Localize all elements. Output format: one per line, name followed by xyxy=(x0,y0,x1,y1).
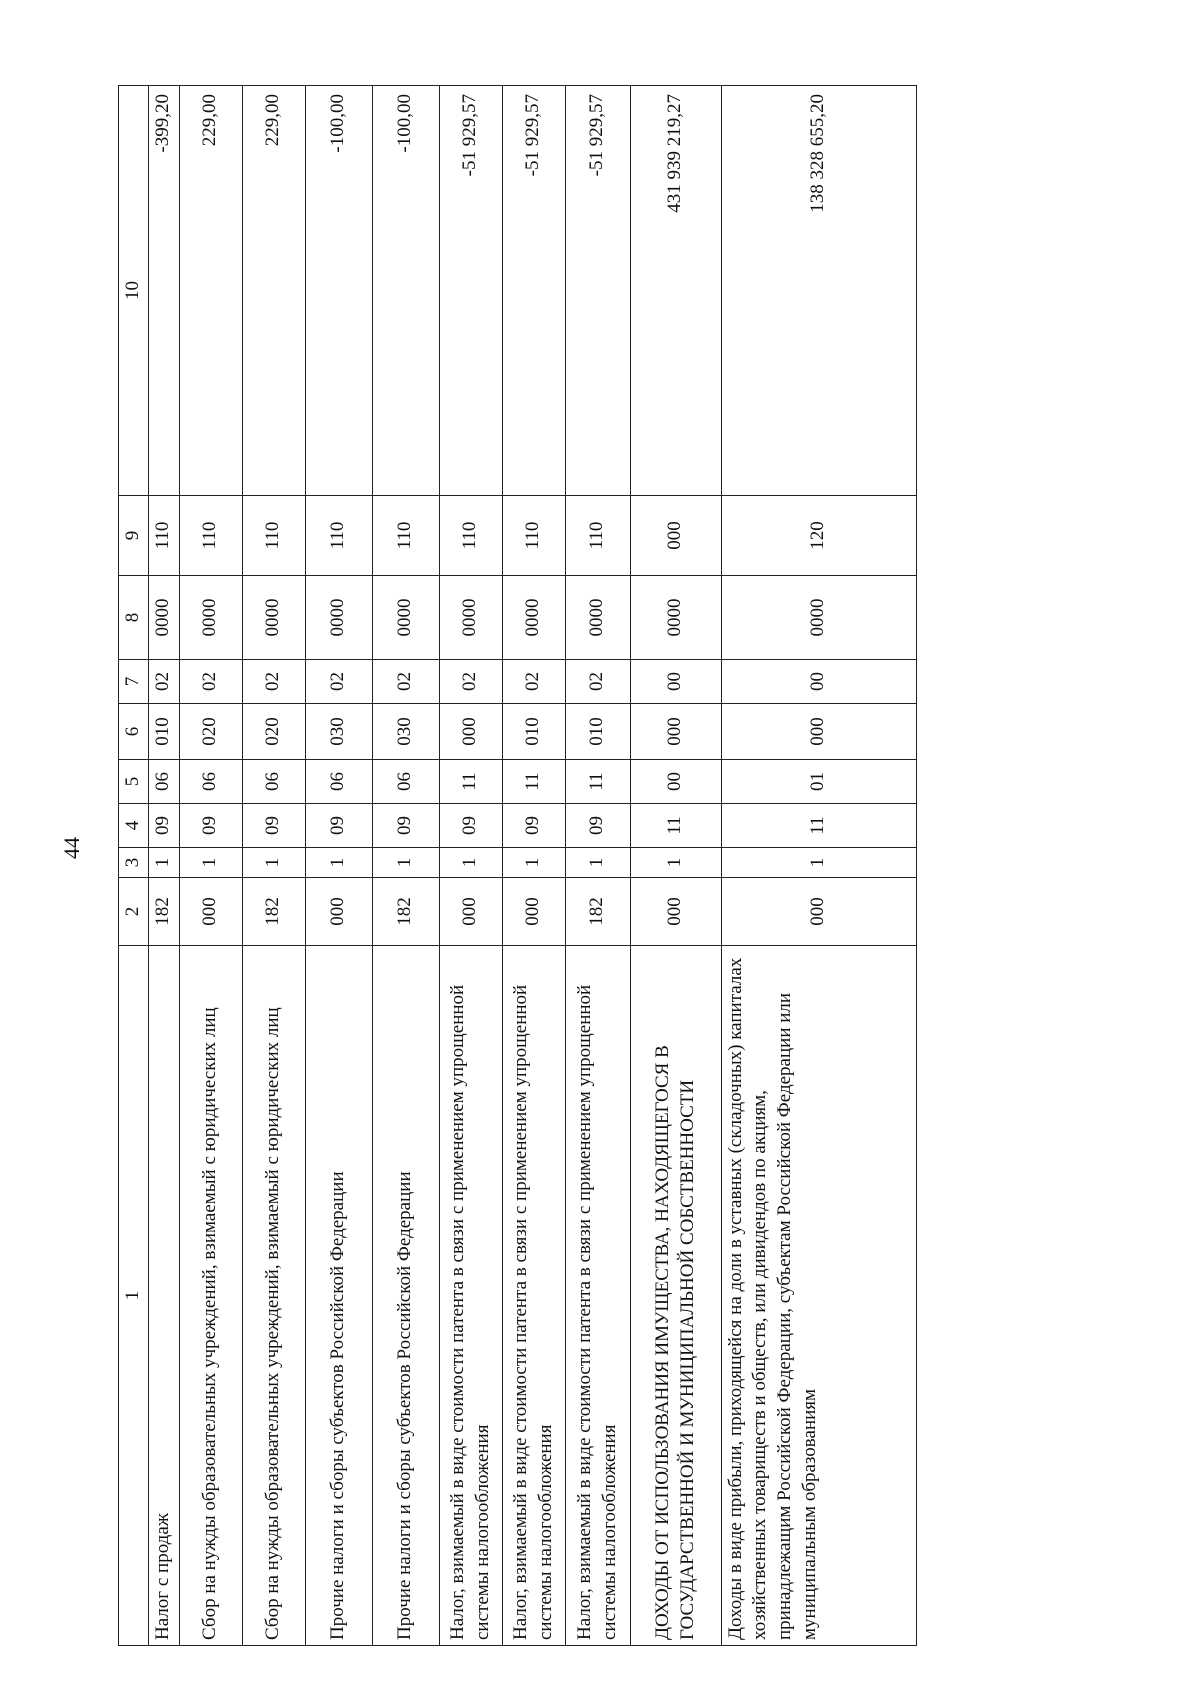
code-cell: 0000 xyxy=(148,576,179,660)
code-cell: 0000 xyxy=(242,576,305,660)
code-cell: 11 xyxy=(565,760,630,804)
code-cell: 1 xyxy=(439,848,502,878)
code-cell: 000 xyxy=(630,496,721,576)
code-cell: 1 xyxy=(721,848,916,878)
table-row xyxy=(721,86,916,1646)
code-cell: 09 xyxy=(305,804,372,848)
table-row xyxy=(148,86,179,1646)
code-cell: 110 xyxy=(372,496,439,576)
code-cell: 09 xyxy=(372,804,439,848)
row-name: Налог с продаж xyxy=(148,946,179,1646)
code-cell: 09 xyxy=(439,804,502,848)
code-cell: 02 xyxy=(179,660,242,704)
column-header: 9 xyxy=(119,496,149,576)
row-name: Налог, взимаемый в виде стоимости патента в связи с применением упрощенной системы налогообложения xyxy=(565,946,630,1646)
code-cell: 0000 xyxy=(721,576,916,660)
code-cell: 110 xyxy=(305,496,372,576)
code-cell: 020 xyxy=(242,704,305,760)
table-row xyxy=(630,86,721,1646)
code-cell: 09 xyxy=(148,804,179,848)
table-row xyxy=(372,86,439,1646)
code-cell: 09 xyxy=(242,804,305,848)
amount-cell: 138 328 655,20 xyxy=(721,86,916,496)
amount-cell: -100,00 xyxy=(305,86,372,496)
code-cell: 000 xyxy=(721,878,916,946)
code-cell: 0000 xyxy=(565,576,630,660)
column-header: 5 xyxy=(119,760,149,804)
code-cell: 01 xyxy=(721,760,916,804)
code-cell: 182 xyxy=(565,878,630,946)
code-cell: 0000 xyxy=(179,576,242,660)
code-cell: 02 xyxy=(242,660,305,704)
table-row xyxy=(179,86,242,1646)
code-cell: 02 xyxy=(439,660,502,704)
code-cell: 110 xyxy=(439,496,502,576)
code-cell: 06 xyxy=(148,760,179,804)
code-cell: 0000 xyxy=(372,576,439,660)
code-cell: 00 xyxy=(721,660,916,704)
column-header: 4 xyxy=(119,804,149,848)
code-cell: 06 xyxy=(242,760,305,804)
table-row xyxy=(502,86,565,1646)
code-cell: 06 xyxy=(372,760,439,804)
amount-cell: 229,00 xyxy=(179,86,242,496)
row-name: Прочие налоги и сборы субъектов Российской Федерации xyxy=(305,946,372,1646)
row-name: Прочие налоги и сборы субъектов Российской Федерации xyxy=(372,946,439,1646)
row-name: Доходы в виде прибыли, приходящейся на доли в уставных (складочных) капиталах хозяйственных товариществ и обществ, или дивидендов по акциям, принадлежащим Российской Федерации, субъектам Российской Федерации или муниципальным образованиям xyxy=(721,946,916,1646)
code-cell: 1 xyxy=(148,848,179,878)
code-cell: 1 xyxy=(502,848,565,878)
code-cell: 120 xyxy=(721,496,916,576)
row-name: Сбор на нужды образовательных учреждений, взимаемый с юридических лиц xyxy=(179,946,242,1646)
code-cell: 000 xyxy=(630,704,721,760)
code-cell: 110 xyxy=(179,496,242,576)
code-cell: 010 xyxy=(148,704,179,760)
code-cell: 1 xyxy=(179,848,242,878)
column-header: 8 xyxy=(119,576,149,660)
code-cell: 02 xyxy=(372,660,439,704)
amount-cell: -51 929,57 xyxy=(439,86,502,496)
code-cell: 000 xyxy=(630,878,721,946)
column-header: 10 xyxy=(119,86,149,496)
code-cell: 02 xyxy=(305,660,372,704)
code-cell: 09 xyxy=(179,804,242,848)
code-cell: 030 xyxy=(372,704,439,760)
code-cell: 010 xyxy=(502,704,565,760)
amount-cell: -51 929,57 xyxy=(565,86,630,496)
code-cell: 020 xyxy=(179,704,242,760)
column-header: 7 xyxy=(119,660,149,704)
code-cell: 06 xyxy=(179,760,242,804)
code-cell: 000 xyxy=(305,878,372,946)
code-cell: 000 xyxy=(439,878,502,946)
code-cell: 182 xyxy=(148,878,179,946)
table-row xyxy=(439,86,502,1646)
rotated-table-wrapper xyxy=(118,86,1038,1646)
code-cell: 000 xyxy=(721,704,916,760)
row-name: Налог, взимаемый в виде стоимости патента в связи с применением упрощенной системы налогообложения xyxy=(502,946,565,1646)
column-header: 2 xyxy=(119,878,149,946)
code-cell: 06 xyxy=(305,760,372,804)
code-cell: 030 xyxy=(305,704,372,760)
code-cell: 11 xyxy=(439,760,502,804)
code-cell: 1 xyxy=(630,848,721,878)
code-cell: 0000 xyxy=(439,576,502,660)
code-cell: 0000 xyxy=(502,576,565,660)
code-cell: 00 xyxy=(630,660,721,704)
row-name: ДОХОДЫ ОТ ИСПОЛЬЗОВАНИЯ ИМУЩЕСТВА, НАХОДЯЩЕГОСЯ В ГОСУДАРСТВЕННОЙ И МУНИЦИПАЛЬНОЙ СОБСТВЕННОСТИ xyxy=(630,946,721,1646)
amount-cell: -51 929,57 xyxy=(502,86,565,496)
code-cell: 09 xyxy=(502,804,565,848)
row-name: Сбор на нужды образовательных учреждений, взимаемый с юридических лиц xyxy=(242,946,305,1646)
code-cell: 182 xyxy=(242,878,305,946)
code-cell: 09 xyxy=(565,804,630,848)
code-cell: 02 xyxy=(148,660,179,704)
page-number: 44 xyxy=(59,837,84,859)
code-cell: 0000 xyxy=(630,576,721,660)
code-cell: 11 xyxy=(721,804,916,848)
code-cell: 010 xyxy=(565,704,630,760)
code-cell: 1 xyxy=(372,848,439,878)
amount-cell: -399,20 xyxy=(148,86,179,496)
code-cell: 1 xyxy=(242,848,305,878)
column-header: 1 xyxy=(119,946,149,1646)
table-row xyxy=(305,86,372,1646)
code-cell: 1 xyxy=(565,848,630,878)
rotated-table-container xyxy=(118,86,1038,1646)
column-header: 3 xyxy=(119,848,149,878)
code-cell: 000 xyxy=(179,878,242,946)
code-cell: 110 xyxy=(565,496,630,576)
code-cell: 02 xyxy=(502,660,565,704)
code-cell: 11 xyxy=(502,760,565,804)
table-row xyxy=(242,86,305,1646)
amount-cell: -100,00 xyxy=(372,86,439,496)
code-cell: 110 xyxy=(502,496,565,576)
code-cell: 00 xyxy=(630,760,721,804)
budget-revenue-table xyxy=(118,85,917,1646)
code-cell: 0000 xyxy=(305,576,372,660)
amount-cell: 431 939 219,27 xyxy=(630,86,721,496)
column-header: 6 xyxy=(119,704,149,760)
code-cell: 000 xyxy=(439,704,502,760)
row-name: Налог, взимаемый в виде стоимости патента в связи с применением упрощенной системы налогообложения xyxy=(439,946,502,1646)
code-cell: 110 xyxy=(242,496,305,576)
code-cell: 11 xyxy=(630,804,721,848)
table-header-row xyxy=(119,86,149,1646)
code-cell: 1 xyxy=(305,848,372,878)
code-cell: 110 xyxy=(148,496,179,576)
code-cell: 182 xyxy=(372,878,439,946)
code-cell: 000 xyxy=(502,878,565,946)
code-cell: 02 xyxy=(565,660,630,704)
amount-cell: 229,00 xyxy=(242,86,305,496)
table-row xyxy=(565,86,630,1646)
